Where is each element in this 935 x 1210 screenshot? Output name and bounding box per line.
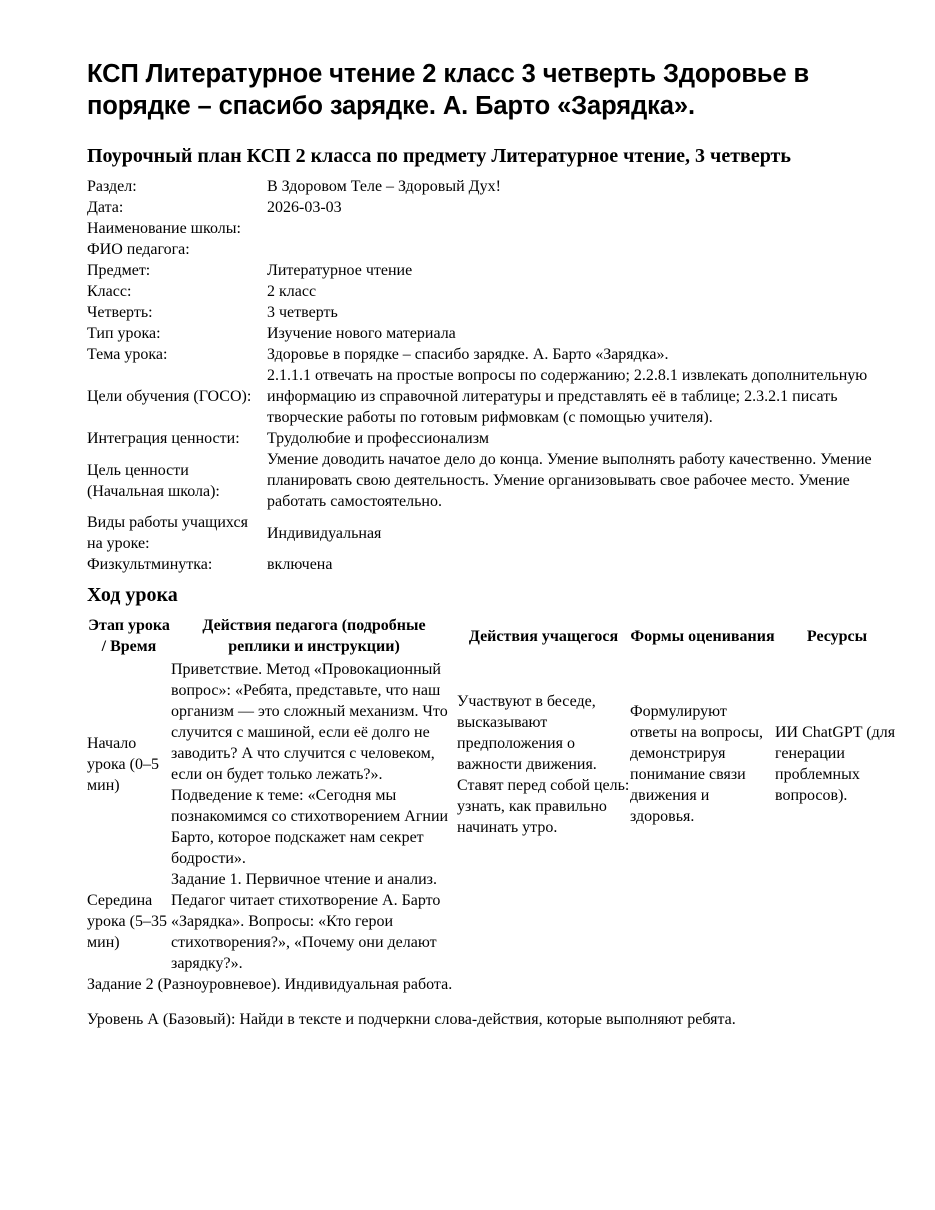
- meta-value: Изучение нового материала: [267, 325, 456, 342]
- meta-value: 3 четверть: [267, 304, 338, 321]
- meta-value: [267, 239, 899, 260]
- meta-row: [87, 449, 899, 512]
- header-teacher-actions: Действия педагога (подробные реплики и инструкции): [202, 617, 426, 655]
- meta-label: ФИО педагога:: [87, 241, 190, 258]
- meta-row: [87, 260, 899, 281]
- stage-cell: Середина урока (5–35 мин): [87, 892, 167, 951]
- assessment-cell: Формулируют ответы на вопросы, демонстрируя понимание связи движения и здоровья.: [630, 703, 764, 825]
- header-stage: Этап урока / Время: [88, 617, 170, 655]
- meta-value: [267, 218, 899, 239]
- meta-label: Цели обучения (ГОСО):: [87, 388, 252, 405]
- lesson-progress-table: [87, 613, 899, 974]
- student-actions-cell: Участвуют в беседе, высказывают предположения о важности движения. Ставят перед собой цель: узнать, как правильно начинать утро.: [457, 692, 630, 836]
- meta-row: [87, 302, 899, 323]
- meta-value: Здоровье в порядке – спасибо зарядке. А. Барто «Зарядка».: [267, 346, 669, 363]
- meta-row: [87, 428, 899, 449]
- meta-value: Трудолюбие и профессионализм: [267, 430, 489, 447]
- meta-row: [87, 176, 899, 197]
- meta-label: Четверть:: [87, 304, 153, 321]
- level-a-paragraph: Уровень А (Базовый): Найди в тексте и подчеркни слова-действия, которые выполняют ребята.: [87, 1011, 736, 1028]
- meta-row: [87, 554, 899, 575]
- assessment-cell: [630, 869, 775, 974]
- meta-row: [87, 512, 899, 554]
- meta-value: 2 класс: [267, 283, 317, 300]
- meta-label: Тип урока:: [87, 325, 161, 342]
- header-assessment: Формы оценивания: [630, 627, 775, 645]
- table-row: [87, 869, 899, 974]
- lesson-meta-table: [87, 176, 899, 575]
- meta-value: В Здоровом Теле – Здоровый Дух!: [267, 178, 501, 195]
- meta-row: [87, 281, 899, 302]
- meta-label: Виды работы учащихся на уроке:: [87, 514, 248, 552]
- meta-label: Тема урока:: [87, 346, 168, 363]
- meta-value: Умение доводить начатое дело до конца. Умение выполнять работу качественно. Умение планировать свою деятельность. Умение организовывать свое рабочее место. Умение работать самостоятельно.: [267, 451, 872, 510]
- student-actions-cell: [457, 869, 630, 974]
- meta-row: [87, 239, 899, 260]
- table-row: [87, 659, 899, 869]
- meta-row: [87, 365, 899, 428]
- resources-cell: ИИ ChatGPT (для генерации проблемных вопросов).: [775, 724, 896, 804]
- document-page: [87, 58, 897, 1030]
- header-student-actions: Действия учащегося: [468, 627, 619, 645]
- task-2-paragraph: Задание 2 (Разноуровневое). Индивидуальная работа.: [87, 976, 453, 993]
- meta-label: Дата:: [87, 199, 124, 216]
- meta-label: Интеграция ценности:: [87, 430, 240, 447]
- plan-subtitle: Поурочный план КСП 2 класса по предмету Литературное чтение, 3 четверть: [87, 145, 791, 167]
- meta-row: [87, 323, 899, 344]
- meta-label: Предмет:: [87, 262, 151, 279]
- teacher-actions-cell: Приветствие. Метод «Провокационный вопрос»: «Ребята, представьте, что наш организм — это сложный механизм. Что случится с машиной, если её долго не заводить? А что случится с человеком, если он будет только лежать?». Подведение к теме: «Сегодня мы познакомимся со стихотворением Агнии Барто, которое подскажет нам секрет бодрости».: [171, 661, 449, 867]
- teacher-actions-cell: Задание 1. Первичное чтение и анализ. Педагог читает стихотворение А. Барто «Зарядка». Вопросы: «Кто герои стихотворения?», «Почему они делают зарядку?».: [171, 871, 441, 972]
- meta-label: Физкультминутка:: [87, 556, 213, 573]
- meta-row: [87, 344, 899, 365]
- meta-row: [87, 218, 899, 239]
- meta-label: Класс:: [87, 283, 132, 300]
- meta-value: Индивидуальная: [267, 524, 382, 542]
- header-resources: Ресурсы: [806, 627, 868, 645]
- lesson-progress-heading: Ход урока: [87, 584, 178, 606]
- meta-label: Цель ценности (Начальная школа):: [87, 461, 220, 500]
- meta-label: Раздел:: [87, 178, 137, 195]
- document-title: КСП Литературное чтение 2 класс 3 четверть Здоровье в порядке – спасибо зарядке. А. Барто «Зарядка».: [87, 60, 810, 120]
- meta-row: [87, 197, 899, 218]
- meta-value: включена: [267, 556, 333, 573]
- lesson-table-header-row: [87, 613, 899, 659]
- meta-value: Литературное чтение: [267, 262, 413, 279]
- meta-value: 2.1.1.1 отвечать на простые вопросы по содержанию; 2.2.8.1 извлекать дополнительную информацию из справочной литературы и представлять её в таблице; 2.3.2.1 писать творческие работы по готовым рифмовкам (с помощью учителя).: [267, 367, 868, 426]
- meta-value: 2026-03-03: [267, 199, 342, 216]
- resources-cell: [775, 869, 899, 974]
- stage-cell: Начало урока (0–5 мин): [87, 734, 159, 794]
- meta-label: Наименование школы:: [87, 220, 241, 237]
